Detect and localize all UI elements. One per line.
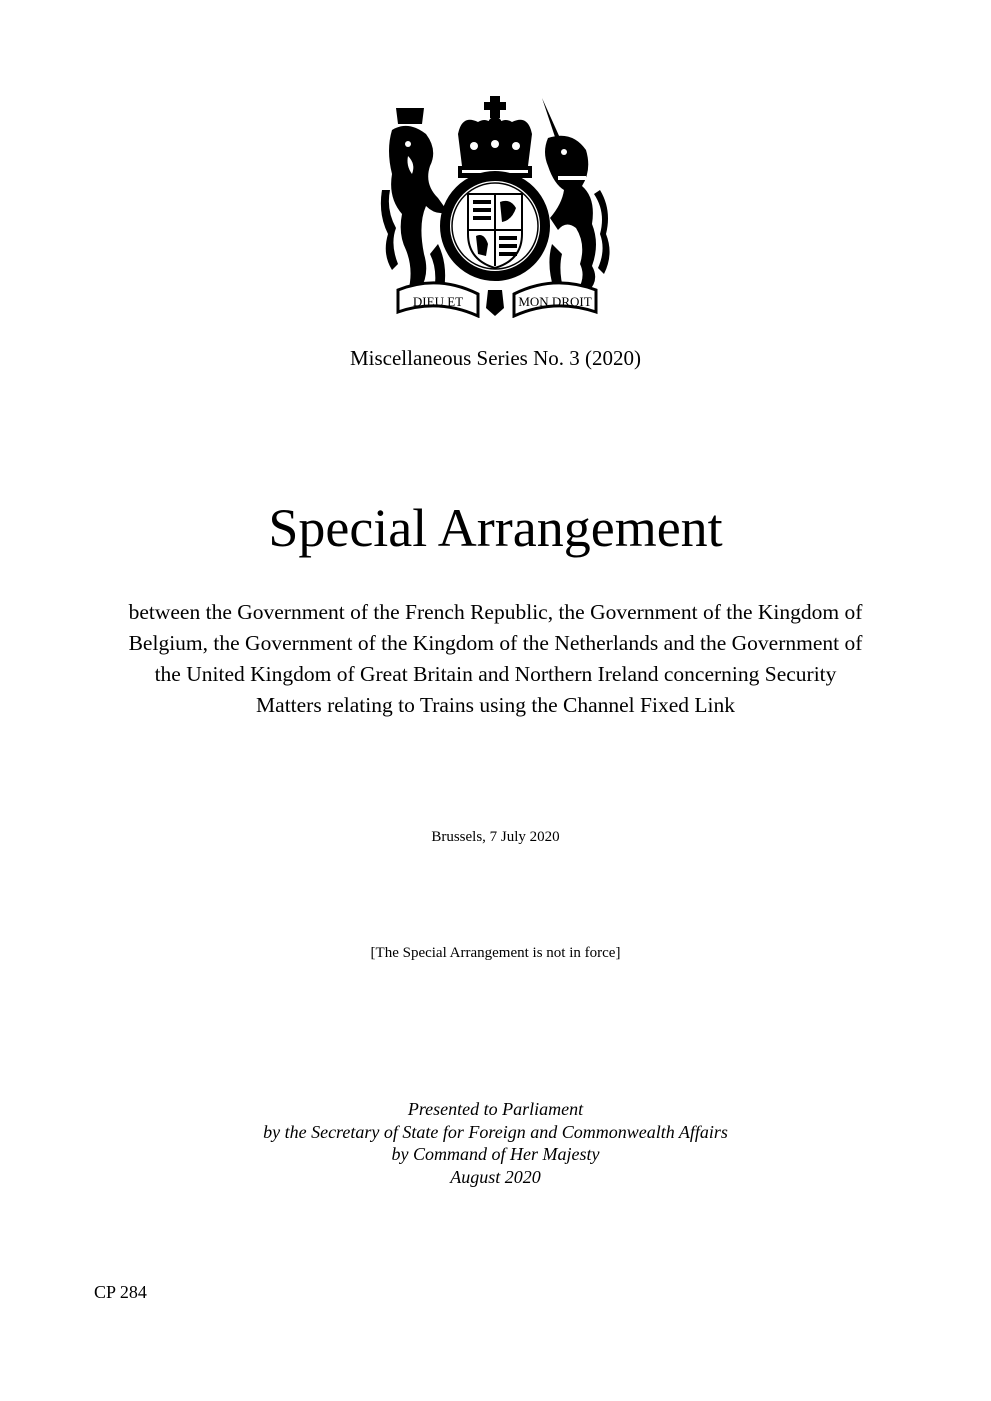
subtitle-line: the United Kingdom of Great Britain and Northern Ireland concerning Security: [154, 662, 837, 686]
command-paper-number: CP 284: [94, 1282, 147, 1302]
presented-line: Presented to Parliament: [407, 1099, 584, 1119]
subtitle-line: Belgium, the Government of the Kingdom of the Netherlands and the Government of: [128, 631, 863, 655]
royal-coat-of-arms-icon: [378, 94, 614, 318]
place-and-date: Brussels, 7 July 2020: [431, 829, 560, 845]
force-status: [The Special Arrangement is not in force]: [370, 945, 621, 961]
series-number: Miscellaneous Series No. 3 (2020): [349, 346, 642, 370]
document-title: Special Arrangement: [268, 498, 723, 558]
document-subtitle: [60, 597, 931, 721]
presented-line: by the Secretary of State for Foreign and Commonwealth Affairs: [263, 1121, 728, 1142]
subtitle-line: between the Government of the French Republic, the Government of the Kingdom of: [128, 600, 863, 624]
presentation-statement: [0, 1098, 991, 1188]
presented-date: August 2020: [450, 1166, 541, 1187]
presented-line: by Command of Her Majesty: [391, 1144, 600, 1164]
svg-text:DIEU ET: DIEU ET: [412, 294, 464, 309]
subtitle-line: Matters relating to Trains using the Channel Fixed Link: [256, 693, 735, 717]
svg-text:MON DROIT: MON DROIT: [518, 294, 592, 309]
